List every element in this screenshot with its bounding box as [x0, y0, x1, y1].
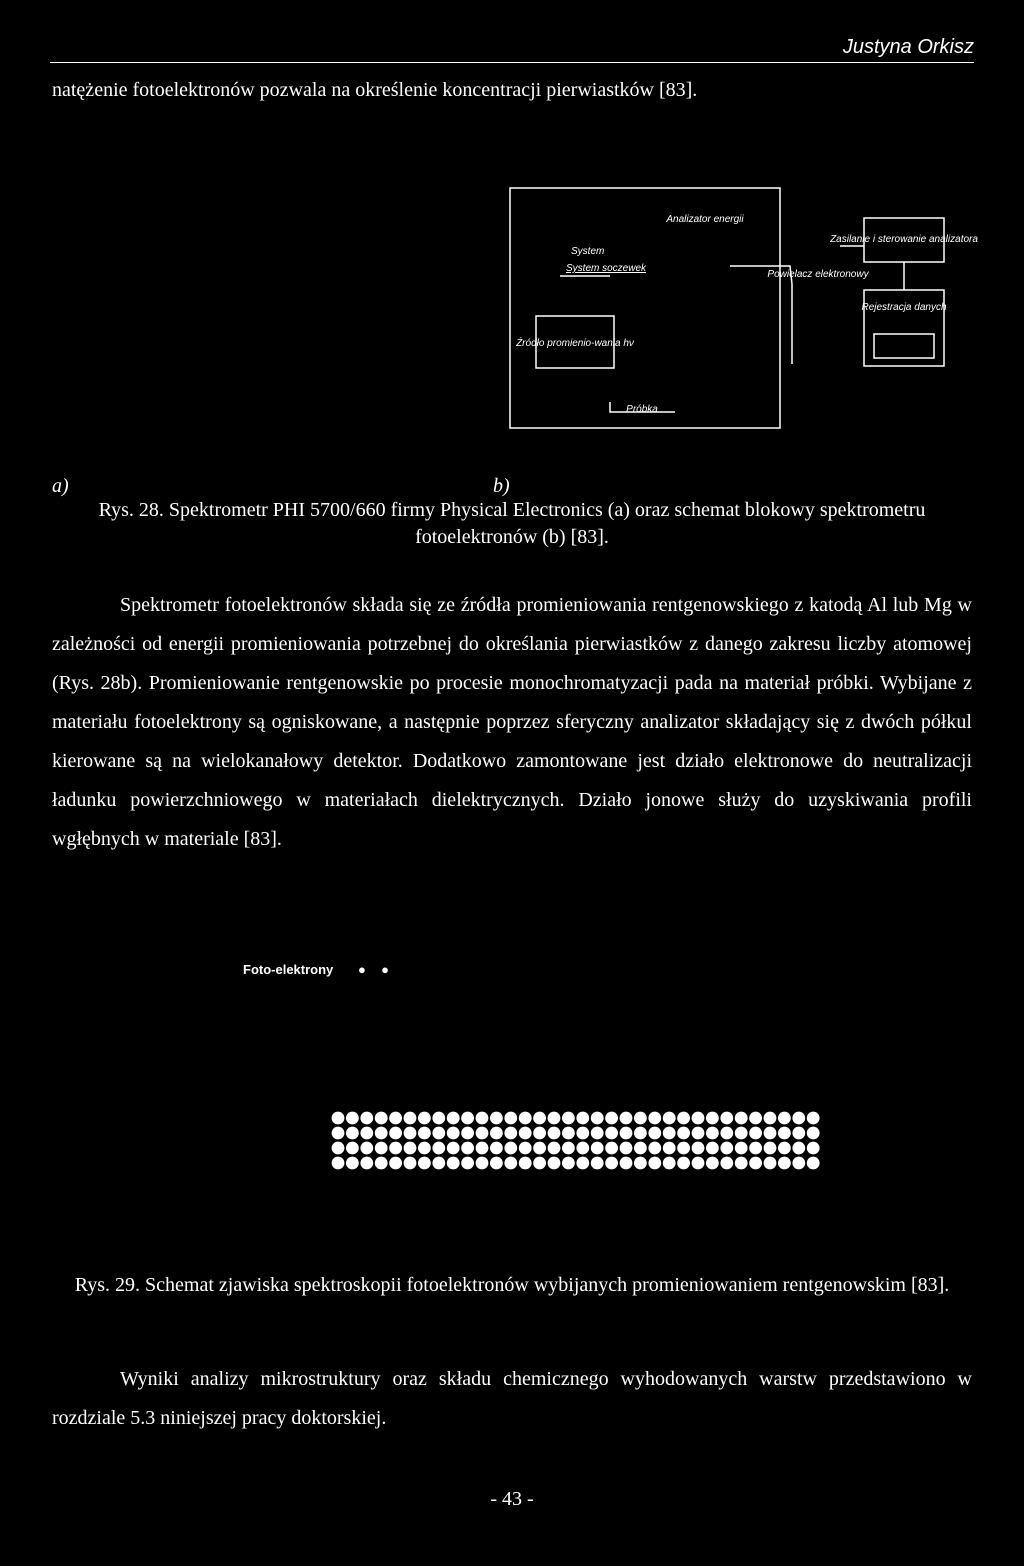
lattice-atom [476, 1142, 489, 1155]
lattice-atom [562, 1127, 575, 1140]
lattice-atom [332, 1112, 345, 1125]
lattice-atom [764, 1157, 777, 1170]
lattice-atom [778, 1112, 791, 1125]
lattice-atom [692, 1157, 705, 1170]
page-number: - 43 - [490, 1488, 534, 1510]
label-control: Zasilanie i sterowanie analizatora [830, 234, 978, 245]
lattice-atom [562, 1142, 575, 1155]
lattice-atom [692, 1142, 705, 1155]
lattice-atom [706, 1157, 719, 1170]
lattice-atom [346, 1142, 359, 1155]
lattice-atom [764, 1127, 777, 1140]
lattice-atom [720, 1112, 733, 1125]
lattice-atom [389, 1127, 402, 1140]
lattice-atom [375, 1112, 388, 1125]
lattice-atom [418, 1157, 431, 1170]
lattice-atom [778, 1157, 791, 1170]
label-multiplier: Powielacz elektronowy [767, 269, 869, 280]
label-lens-system: System System soczewek [566, 246, 647, 274]
lattice-atom [807, 1127, 820, 1140]
lattice-atom [548, 1127, 561, 1140]
lattice-atom [576, 1112, 589, 1125]
lattice-atom [648, 1157, 661, 1170]
lattice-atom [548, 1142, 561, 1155]
lattice-atom [605, 1112, 618, 1125]
body-paragraph-1: Spektrometr fotoelektronów składa się ze źródła promieniowania rentgenowskiego z katodą Al lub Mg w zależności od energii promieniowania potrzebnej do określania pierwiastków z danego zakresu liczby atomowej (Rys. 28b). Promieniowanie rentgenowskie po procesie monochromatyzacji pada na materiał próbki. Wybijane z materiału fotoelektrony są ogniskowane, a następnie poprzez sferyczny analizator składający się z dwóch półkul kierowane są na wielokanałowy detektor. Dodatkowo zamontowane jest działo elektronowe do neutralizacji ładunku powierzchniowego w materiałach dielektrycznych. Działo jonowe służy do uzyskiwania profili wgłębnych w materiale [83]. [52, 594, 972, 850]
lattice-atom [418, 1112, 431, 1125]
lattice-atom [720, 1157, 733, 1170]
lattice-atom [634, 1142, 647, 1155]
lattice-atom [663, 1112, 676, 1125]
lattice-atom [332, 1142, 345, 1155]
lattice-atom [332, 1127, 345, 1140]
lattice-atom [706, 1142, 719, 1155]
lattice-atom [533, 1112, 546, 1125]
lattice-atom [620, 1157, 633, 1170]
lattice-atom [490, 1157, 503, 1170]
lattice-atom [389, 1142, 402, 1155]
lattice-atom [360, 1112, 373, 1125]
lattice-atom [461, 1157, 474, 1170]
label-data-registration: Rejestracja danych [861, 302, 947, 313]
lattice-atom [764, 1112, 777, 1125]
lattice-atom [562, 1157, 575, 1170]
lattice-atom [677, 1127, 690, 1140]
lattice-atom [634, 1127, 647, 1140]
body-paragraph-2: Wyniki analizy mikrostruktury oraz składu chemicznego wyhodowanych warstw przedstawiono w rozdziale 5.3 niniejszej pracy doktorskiej. [52, 1368, 972, 1429]
lattice-atom [648, 1112, 661, 1125]
lattice-atom [504, 1112, 517, 1125]
lattice-atom [519, 1112, 532, 1125]
data-screen [874, 334, 934, 358]
lattice-atom [375, 1142, 388, 1155]
lattice-atom [490, 1127, 503, 1140]
lattice-atom [591, 1127, 604, 1140]
header-rule [50, 62, 974, 63]
lattice-atom [677, 1157, 690, 1170]
lattice-atom [692, 1127, 705, 1140]
lattice-atom [692, 1112, 705, 1125]
lattice-atom [792, 1112, 805, 1125]
lattice-atom [663, 1127, 676, 1140]
lattice-atom [548, 1157, 561, 1170]
label-sample: Próbka [626, 404, 658, 415]
lattice-atom [720, 1127, 733, 1140]
lattice-atom [605, 1157, 618, 1170]
lattice-atom [807, 1112, 820, 1125]
lattice-atom [476, 1112, 489, 1125]
lattice-atom [634, 1157, 647, 1170]
lattice-atom [533, 1127, 546, 1140]
lattice-atom [778, 1127, 791, 1140]
lattice-atom [533, 1157, 546, 1170]
lattice-atom [620, 1127, 633, 1140]
lattice-atom [389, 1157, 402, 1170]
lattice-atom [461, 1112, 474, 1125]
lattice-atom [461, 1142, 474, 1155]
lattice-atom [792, 1157, 805, 1170]
lattice-atom [706, 1127, 719, 1140]
lattice-atom [504, 1127, 517, 1140]
lattice-atom [432, 1142, 445, 1155]
lattice-atom [749, 1127, 762, 1140]
lattice-atom [706, 1112, 719, 1125]
lattice-atom [591, 1142, 604, 1155]
lattice-atom [432, 1127, 445, 1140]
lattice-atom [404, 1157, 417, 1170]
lattice-atom [346, 1112, 359, 1125]
lattice-atom [476, 1127, 489, 1140]
lattice-atom [807, 1157, 820, 1170]
lattice-atom [648, 1127, 661, 1140]
lattice-atom [533, 1142, 546, 1155]
lattice-atom [447, 1112, 460, 1125]
lattice-atom [735, 1127, 748, 1140]
lattice-atom [519, 1142, 532, 1155]
lattice-atom [620, 1112, 633, 1125]
lattice-atom [764, 1142, 777, 1155]
lattice-atom [404, 1112, 417, 1125]
photoelectron-dots-icon: ● ● [358, 962, 395, 977]
lattice-atom [620, 1142, 633, 1155]
lattice-atom [749, 1157, 762, 1170]
lattice-atom [461, 1127, 474, 1140]
lattice-atom [663, 1157, 676, 1170]
lattice-atom [389, 1112, 402, 1125]
lattice-atom [418, 1142, 431, 1155]
lattice-atom [807, 1142, 820, 1155]
lattice-atom [576, 1142, 589, 1155]
figure-label-a: a) [52, 475, 69, 497]
label-analyzer: Analizator energii [666, 214, 744, 225]
lattice-atom [375, 1127, 388, 1140]
lattice-atom [663, 1142, 676, 1155]
lattice-atom [447, 1157, 460, 1170]
lattice-atom [346, 1127, 359, 1140]
lattice-atom [634, 1112, 647, 1125]
sample-atom-lattice [330, 1110, 820, 1172]
lattice-atom [749, 1112, 762, 1125]
lattice-atom [360, 1142, 373, 1155]
lattice-atom [591, 1112, 604, 1125]
lattice-atom [605, 1127, 618, 1140]
figure-28-caption: Rys. 28. Spektrometr PHI 5700/660 firmy Physical Electronics (a) oraz schemat blokowy spektrometru fotoelektronów (b) [83]. [98, 499, 926, 548]
block-diagram [500, 184, 978, 434]
continued-text-line: natężenie fotoelektronów pozwala na określenie koncentracji pierwiastków [83]. [52, 79, 698, 101]
lattice-atom [360, 1157, 373, 1170]
lattice-atom [404, 1127, 417, 1140]
lattice-atom [332, 1157, 345, 1170]
lattice-atom [576, 1127, 589, 1140]
lattice-atom [447, 1127, 460, 1140]
lattice-atom [792, 1142, 805, 1155]
lattice-atom [591, 1157, 604, 1170]
lattice-atom [432, 1157, 445, 1170]
lattice-atom [735, 1112, 748, 1125]
photoelectrons-label: Foto-elektrony [243, 962, 334, 977]
lattice-atom [735, 1142, 748, 1155]
lattice-atom [749, 1142, 762, 1155]
lattice-atom [735, 1157, 748, 1170]
lattice-atom [504, 1142, 517, 1155]
lattice-atom [490, 1142, 503, 1155]
lattice-atom [562, 1112, 575, 1125]
lattice-atom [519, 1157, 532, 1170]
lattice-atom [677, 1142, 690, 1155]
lattice-atom [648, 1142, 661, 1155]
figure-label-b: b) [493, 475, 510, 497]
running-header: Justyna Orkisz [842, 36, 974, 58]
figure-29-caption: Rys. 29. Schemat zjawiska spektroskopii fotoelektronów wybijanych promieniowaniem rentgenowskim [83]. [74, 1274, 950, 1296]
lattice-atom [504, 1157, 517, 1170]
lattice-atom [778, 1142, 791, 1155]
lattice-atom [375, 1157, 388, 1170]
lattice-atom [346, 1157, 359, 1170]
lattice-atom [792, 1127, 805, 1140]
lattice-atom [720, 1142, 733, 1155]
lattice-atom [576, 1157, 589, 1170]
lattice-atom [360, 1127, 373, 1140]
label-source: Źródło promienio-wania hν [516, 338, 634, 349]
lattice-atom [432, 1112, 445, 1125]
lattice-atom [490, 1112, 503, 1125]
lattice-atom [677, 1112, 690, 1125]
lattice-atom [476, 1157, 489, 1170]
lattice-atom [605, 1142, 618, 1155]
lattice-atom [519, 1127, 532, 1140]
lattice-atom [548, 1112, 561, 1125]
lattice-atom [447, 1142, 460, 1155]
lattice-atom [418, 1127, 431, 1140]
lattice-atom [404, 1142, 417, 1155]
